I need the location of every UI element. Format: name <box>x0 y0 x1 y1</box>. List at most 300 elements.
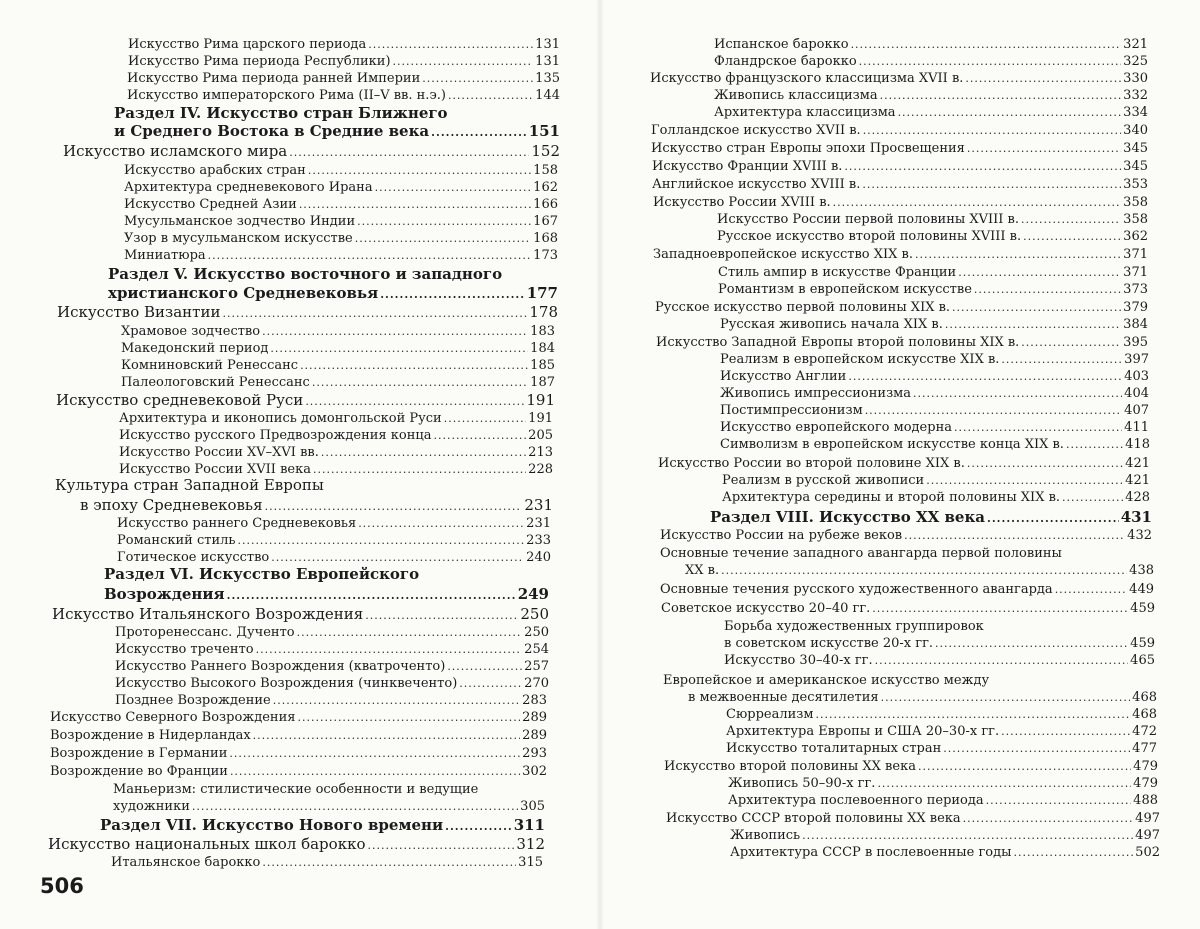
toc-entry-title: Искусство Высокого Возрождения (чинквеченто) <box>115 677 457 690</box>
toc-entry[interactable] <box>127 72 560 85</box>
toc-entry-title: Сюрреализм <box>726 708 813 721</box>
toc-entry[interactable] <box>714 106 1148 119</box>
toc-entry[interactable] <box>720 404 1149 417</box>
toc-entry-title: Искусство России XVIII в. <box>653 196 831 209</box>
toc-entry[interactable] <box>726 742 1157 755</box>
leader-dots <box>875 655 1129 666</box>
leader-dots <box>447 661 522 672</box>
toc-entry[interactable] <box>124 164 558 177</box>
toc-section-entry[interactable] <box>104 587 549 602</box>
toc-entry-title: Испанское барокко <box>714 38 849 51</box>
toc-entry-page: 289 <box>522 729 547 742</box>
toc-entry-title: Живопись импрессионизма <box>720 387 911 400</box>
toc-entry-title: Искусство арабских стран <box>124 164 306 177</box>
page-number: 506 <box>40 874 84 898</box>
toc-entry-title: Реализм в европейском искусстве XIX в. <box>720 353 999 366</box>
toc-entry-title: Проторенессанс. Дученто <box>115 626 295 639</box>
toc-entry[interactable] <box>57 305 558 320</box>
toc-entry-page: 158 <box>533 164 558 177</box>
toc-entry-title: художники <box>113 800 190 813</box>
toc-entry-page: 345 <box>1123 142 1148 155</box>
leader-dots <box>721 565 1127 576</box>
toc-entry-title: в эпоху Средневековья <box>80 498 263 513</box>
toc-entry[interactable] <box>111 856 543 869</box>
toc-entry-page: 502 <box>1135 846 1160 859</box>
toc-heading-line: Борьба художественных группировок <box>724 620 984 633</box>
toc-entry[interactable] <box>121 325 555 338</box>
toc-entry[interactable] <box>52 607 549 622</box>
toc-entry-title: Искусство русского Предвозрождения конца <box>119 429 431 442</box>
toc-entry-page: 293 <box>522 747 547 760</box>
toc-entry[interactable] <box>80 498 553 513</box>
toc-entry[interactable] <box>50 711 547 724</box>
leader-dots <box>862 179 1121 190</box>
toc-entry-page: 421 <box>1125 457 1150 470</box>
toc-entry[interactable] <box>121 342 555 355</box>
leader-dots <box>300 360 528 371</box>
toc-entry[interactable] <box>724 637 1155 650</box>
toc-entry[interactable] <box>660 583 1154 596</box>
toc-entry[interactable] <box>113 800 545 813</box>
toc-entry-page: 178 <box>529 305 558 320</box>
toc-entry-page: 397 <box>1124 353 1149 366</box>
toc-entry[interactable] <box>63 144 560 159</box>
leader-dots <box>445 821 512 832</box>
toc-entry-page: 459 <box>1130 602 1155 615</box>
toc-entry-title: Искусство второй половины XX века <box>664 760 916 773</box>
toc-entry-title: Искусство СССР второй половины XX века <box>666 812 961 825</box>
toc-entry-title: Основные течения русского художественного авангарда <box>660 583 1053 596</box>
toc-entry-page: 479 <box>1133 777 1158 790</box>
leader-dots <box>945 319 1121 330</box>
toc-entry[interactable] <box>720 421 1149 434</box>
toc-entry-page: 283 <box>522 694 547 707</box>
toc-entry[interactable] <box>119 429 553 442</box>
leader-dots <box>1055 584 1127 595</box>
toc-entry-page: 404 <box>1124 387 1149 400</box>
toc-entry-page: 468 <box>1132 691 1157 704</box>
toc-entry-title: Западноевропейское искусство XIX в. <box>653 248 913 261</box>
leader-dots <box>433 430 526 441</box>
toc-entry-title: Романтизм в европейском искусстве <box>718 283 972 296</box>
toc-entry-page: 315 <box>518 856 543 869</box>
toc-entry-title: Итальянское барокко <box>111 856 260 869</box>
toc-entry-page: 302 <box>522 765 547 778</box>
toc-entry-page: 497 <box>1135 812 1160 825</box>
section-heading-line: Раздел VI. Искусство Европейского <box>104 567 419 582</box>
toc-section-entry[interactable] <box>710 510 1152 525</box>
toc-entry-page: 407 <box>1124 404 1149 417</box>
toc-entry-title: Искусство треченто <box>115 643 254 656</box>
toc-entry-page: 395 <box>1123 336 1148 349</box>
leader-dots <box>208 250 532 261</box>
toc-entry[interactable] <box>660 529 1152 542</box>
toc-entry-title: Комниновский Ренессанс <box>121 359 298 372</box>
toc-entry[interactable] <box>119 446 553 459</box>
toc-entry-page: 131 <box>535 55 560 68</box>
toc-entry-title: Архитектура середины и второй половины XIX в. <box>722 491 1060 504</box>
leader-dots <box>367 840 514 851</box>
toc-entry-page: 384 <box>1123 318 1148 331</box>
toc-entry[interactable] <box>728 777 1158 790</box>
toc-entry-page: 332 <box>1123 89 1148 102</box>
toc-entry-page: 373 <box>1123 283 1148 296</box>
toc-entry[interactable] <box>127 89 560 102</box>
toc-entry[interactable] <box>720 370 1149 383</box>
toc-entry-title: Искусство России во второй половине XIX в. <box>658 457 965 470</box>
toc-entry-title: Искусство Итальянского Возрождения <box>52 607 363 622</box>
leader-dots <box>237 535 524 546</box>
leader-dots <box>313 464 526 475</box>
leader-dots <box>865 405 1122 416</box>
toc-entry-title: Искусство раннего Средневековья <box>117 517 356 530</box>
toc-entry-page: 131 <box>535 38 560 51</box>
toc-entry[interactable] <box>685 564 1154 577</box>
toc-entry-title: Искусство Рима периода Республики) <box>128 55 391 68</box>
toc-entry[interactable] <box>651 142 1148 155</box>
leader-dots <box>898 107 1122 118</box>
toc-heading-line: Основные течение западного авангарда первой половины <box>660 547 1062 560</box>
toc-entry-title: Символизм в европейском искусстве конца XIX в. <box>720 438 1064 451</box>
toc-entry[interactable] <box>664 760 1158 773</box>
toc-entry-title: Живопись классицизма <box>714 89 878 102</box>
toc-entry-title: Русское искусство первой половины XIX в. <box>655 301 950 314</box>
toc-entry[interactable] <box>124 249 558 262</box>
toc-entry-page: 240 <box>526 551 551 564</box>
leader-dots <box>305 396 524 407</box>
toc-entry-page: 449 <box>1129 583 1154 596</box>
toc-entry[interactable] <box>726 708 1157 721</box>
toc-entry-title: Живопись 50–90-х гг. <box>728 777 875 790</box>
toc-entry-title: Архитектура классицизма <box>714 106 896 119</box>
toc-entry[interactable] <box>656 336 1148 349</box>
toc-section-entry[interactable] <box>100 818 545 833</box>
toc-entry-page: 162 <box>533 181 558 194</box>
leader-dots <box>368 39 533 50</box>
leader-dots <box>422 73 533 84</box>
toc-entry[interactable] <box>115 643 549 656</box>
toc-entry-page: 477 <box>1132 742 1157 755</box>
toc-entry-page: 151 <box>529 124 560 139</box>
toc-entry[interactable] <box>714 89 1148 102</box>
leader-dots <box>192 801 518 812</box>
toc-entry[interactable] <box>722 474 1150 487</box>
toc-entry[interactable] <box>720 438 1150 451</box>
toc-entry-page: 340 <box>1123 124 1148 137</box>
toc-entry-page: 379 <box>1123 301 1148 314</box>
toc-entry-page: 166 <box>533 198 558 211</box>
toc-entry-title: Искусство Средней Азии <box>124 198 297 211</box>
toc-entry-title: Искусство тоталитарных стран <box>726 742 941 755</box>
toc-entry-page: 418 <box>1125 438 1150 451</box>
leader-dots <box>1001 354 1122 365</box>
toc-entry-page: 305 <box>520 800 545 813</box>
toc-entry-title: в межвоенные десятилетия <box>688 691 879 704</box>
toc-entry-title: Македонский период <box>121 342 268 355</box>
toc-entry-page: 249 <box>518 587 549 602</box>
toc-entry-page: 334 <box>1123 106 1148 119</box>
leader-dots <box>1023 231 1121 242</box>
toc-entry-page: 231 <box>526 517 551 530</box>
toc-entry[interactable] <box>652 160 1148 173</box>
toc-entry-title: Искусство императорского Рима (II–V вв. н.э.) <box>127 89 446 102</box>
leader-dots <box>965 73 1121 84</box>
toc-entry[interactable] <box>666 812 1160 825</box>
toc-entry-page: 183 <box>530 325 555 338</box>
toc-entry[interactable] <box>661 602 1155 615</box>
toc-entry[interactable] <box>652 178 1148 191</box>
toc-entry[interactable] <box>50 765 547 778</box>
toc-entry-title: Советское искусство 20–40 гг. <box>661 602 870 615</box>
toc-entry-title: Искусство европейского модерна <box>720 421 952 434</box>
toc-entry-page: 472 <box>1132 725 1157 738</box>
toc-entry[interactable] <box>724 654 1155 667</box>
toc-entry[interactable] <box>653 248 1148 261</box>
toc-entry[interactable] <box>124 232 558 245</box>
toc-entry[interactable] <box>655 301 1148 314</box>
leader-dots <box>380 289 525 300</box>
toc-entry[interactable] <box>50 729 547 742</box>
toc-entry[interactable] <box>115 626 549 639</box>
toc-entry-page: 479 <box>1133 760 1158 773</box>
toc-entry-title: Искусство Византии <box>57 305 220 320</box>
toc-entry-title: Храмовое зодчество <box>121 325 260 338</box>
toc-entry-title: Архитектура Европы и США 20–30-х гг. <box>726 725 999 738</box>
toc-entry[interactable] <box>720 318 1148 331</box>
toc-entry[interactable] <box>119 412 553 425</box>
leader-dots <box>229 748 520 759</box>
toc-entry-title: Позднее Возрождение <box>115 694 271 707</box>
toc-entry-title: Искусство средневековой Руси <box>56 393 303 408</box>
toc-entry-page: 321 <box>1123 38 1148 51</box>
toc-entry-title: Архитектура средневекового Ирана <box>124 181 373 194</box>
toc-entry[interactable] <box>121 359 555 372</box>
toc-entry[interactable] <box>117 551 551 564</box>
toc-entry[interactable] <box>717 230 1148 243</box>
toc-entry[interactable] <box>115 677 549 690</box>
toc-entry-title: Возрождение в Германии <box>50 747 227 760</box>
toc-entry-page: 468 <box>1132 708 1157 721</box>
toc-entry[interactable] <box>128 55 560 68</box>
leader-dots <box>915 249 1121 260</box>
toc-entry-page: 228 <box>528 463 553 476</box>
leader-dots <box>262 857 516 868</box>
toc-entry-page: 144 <box>535 89 560 102</box>
toc-entry-page: 250 <box>524 626 549 639</box>
toc-entry[interactable] <box>128 38 560 51</box>
toc-entry-page: 358 <box>1123 213 1148 226</box>
leader-dots <box>958 267 1121 278</box>
leader-dots <box>863 125 1121 136</box>
toc-entry-title: в советском искусстве 20-х гг. <box>724 637 933 650</box>
leader-dots <box>270 343 528 354</box>
toc-entry-page: 205 <box>528 429 553 442</box>
toc-entry-page: 325 <box>1123 55 1148 68</box>
toc-entry-title: Искусство Раннего Возрождения (кватроченто) <box>115 660 445 673</box>
leader-dots <box>289 147 529 158</box>
leader-dots <box>963 813 1134 824</box>
leader-dots <box>1013 847 1133 858</box>
toc-entry[interactable] <box>117 534 551 547</box>
toc-entry[interactable] <box>726 725 1157 738</box>
toc-entry-page: 187 <box>530 376 555 389</box>
toc-entry-title: Романский стиль <box>117 534 235 547</box>
toc-entry-title: Русская живопись начала XIX в. <box>720 318 943 331</box>
leader-dots <box>262 326 528 337</box>
toc-entry[interactable] <box>124 215 558 228</box>
toc-entry[interactable] <box>56 393 555 408</box>
toc-entry[interactable] <box>124 198 558 211</box>
leader-dots <box>913 388 1122 399</box>
toc-entry[interactable] <box>720 387 1149 400</box>
toc-entry-page: 231 <box>524 498 553 513</box>
leader-dots <box>222 308 527 319</box>
leader-dots <box>355 233 531 244</box>
toc-entry-title: Возрождение во Франции <box>50 765 228 778</box>
toc-entry[interactable] <box>718 283 1148 296</box>
toc-entry-page: 270 <box>524 677 549 690</box>
toc-entry[interactable] <box>115 694 547 707</box>
toc-entry-page: 497 <box>1135 829 1160 842</box>
leader-dots <box>253 730 521 741</box>
leader-dots <box>859 56 1122 67</box>
toc-entry-title: Голландское искусство XVII в. <box>651 124 861 137</box>
toc-entry-title: Живопись <box>730 829 800 842</box>
toc-entry[interactable] <box>653 196 1148 209</box>
leader-dots <box>844 161 1121 172</box>
toc-entry-title: Искусство стран Европы эпохи Просвещения <box>651 142 965 155</box>
toc-entry-page: 233 <box>526 534 551 547</box>
toc-entry-page: 177 <box>527 286 558 301</box>
leader-dots <box>1062 492 1123 503</box>
leader-dots <box>987 513 1119 524</box>
toc-entry-page: 345 <box>1123 160 1148 173</box>
toc-entry[interactable] <box>688 691 1157 704</box>
leader-dots <box>271 552 524 563</box>
toc-entry[interactable] <box>115 660 549 673</box>
leader-dots <box>227 590 516 601</box>
leader-dots <box>1021 337 1121 348</box>
toc-entry-page: 185 <box>530 359 555 372</box>
toc-entry[interactable] <box>730 846 1160 859</box>
toc-entry-title: Искусство Франции XVIII в. <box>652 160 842 173</box>
toc-entry[interactable] <box>730 829 1160 842</box>
toc-entry-title: Русское искусство второй половины XVIII в. <box>717 230 1021 243</box>
toc-entry[interactable] <box>119 463 553 476</box>
toc-entry-page: 167 <box>533 215 558 228</box>
toc-entry[interactable] <box>714 38 1148 51</box>
toc-entry-title: Мусульманское зодчество Индии <box>124 215 355 228</box>
toc-entry-title: Фландрское барокко <box>714 55 857 68</box>
leader-dots <box>365 610 518 621</box>
toc-entry-title: XX в. <box>685 564 719 577</box>
toc-entry-page: 213 <box>528 446 553 459</box>
toc-entry-title: Раздел VIII. Искусство XX века <box>710 510 985 525</box>
leader-dots <box>459 678 522 689</box>
toc-entry[interactable] <box>714 55 1148 68</box>
toc-entry[interactable] <box>720 353 1149 366</box>
toc-entry-title: и Среднего Востока в Средние века <box>114 124 429 139</box>
toc-entry-page: 421 <box>1125 474 1150 487</box>
leader-dots <box>881 692 1131 703</box>
toc-entry-title: Архитектура и иконопись домонгольской Руси <box>119 412 442 425</box>
toc-entry[interactable] <box>50 747 547 760</box>
toc-entry[interactable] <box>651 124 1148 137</box>
toc-entry-page: 371 <box>1123 266 1148 279</box>
toc-entry[interactable] <box>650 72 1148 85</box>
leader-dots <box>308 165 531 176</box>
toc-entry-title: Искусство исламского мира <box>63 144 287 159</box>
toc-section-entry[interactable] <box>108 286 558 301</box>
toc-entry-page: 465 <box>1130 654 1155 667</box>
leader-dots <box>851 39 1122 50</box>
left-page <box>0 0 600 929</box>
toc-entry-title: Искусство французского классицизма XVII в. <box>650 72 963 85</box>
leader-dots <box>256 644 523 655</box>
toc-entry-page: 431 <box>1121 510 1152 525</box>
leader-dots <box>297 627 523 638</box>
toc-heading-line: Культура стран Западной Европы <box>55 478 324 493</box>
left-toc <box>0 0 600 880</box>
leader-dots <box>265 501 523 512</box>
toc-entry[interactable] <box>718 266 1148 279</box>
leader-dots <box>880 90 1122 101</box>
leader-dots <box>444 413 526 424</box>
leader-dots <box>833 197 1122 208</box>
toc-entry-title: Искусство Англии <box>720 370 846 383</box>
leader-dots <box>877 778 1131 789</box>
toc-entry[interactable] <box>117 517 551 530</box>
right-toc <box>600 0 1200 880</box>
toc-entry[interactable] <box>722 491 1150 504</box>
toc-entry[interactable] <box>658 457 1150 470</box>
leader-dots <box>974 284 1121 295</box>
leader-dots <box>904 530 1125 541</box>
toc-entry[interactable] <box>48 837 545 852</box>
toc-entry-title: Архитектура СССР в послевоенные годы <box>730 846 1011 859</box>
leader-dots <box>431 127 527 138</box>
leader-dots <box>448 90 533 101</box>
toc-entry-page: 330 <box>1123 72 1148 85</box>
toc-entry-page: 184 <box>530 342 555 355</box>
toc-entry-page: 428 <box>1125 491 1150 504</box>
toc-entry-title: Возрождения <box>104 587 225 602</box>
toc-entry-page: 362 <box>1123 230 1148 243</box>
toc-entry[interactable] <box>728 794 1158 807</box>
leader-dots <box>918 761 1131 772</box>
leader-dots <box>943 743 1130 754</box>
leader-dots <box>954 422 1122 433</box>
toc-entry-title: Искусство России XVII века <box>119 463 311 476</box>
toc-entry[interactable] <box>124 181 558 194</box>
leader-dots <box>299 199 531 210</box>
right-page <box>600 0 1200 929</box>
toc-section-entry[interactable] <box>114 124 560 139</box>
leader-dots <box>967 143 1121 154</box>
section-heading-line: Раздел V. Искусство восточного и западного <box>108 267 502 282</box>
toc-entry-page: 152 <box>531 144 560 159</box>
toc-entry[interactable] <box>717 213 1148 226</box>
leader-dots <box>357 216 531 227</box>
toc-entry-title: Английское искусство XVIII в. <box>652 178 860 191</box>
leader-dots <box>926 475 1123 486</box>
toc-entry-title: Стиль ампир в искусстве Франции <box>718 266 956 279</box>
toc-entry-page: 411 <box>1124 421 1149 434</box>
toc-entry-title: Искусство России XV–XVI вв. <box>119 446 319 459</box>
toc-entry[interactable] <box>121 376 555 389</box>
toc-entry-title: Искусство Рима царского периода <box>128 38 366 51</box>
toc-entry-title: Искусство России на рубеже веков <box>660 529 902 542</box>
